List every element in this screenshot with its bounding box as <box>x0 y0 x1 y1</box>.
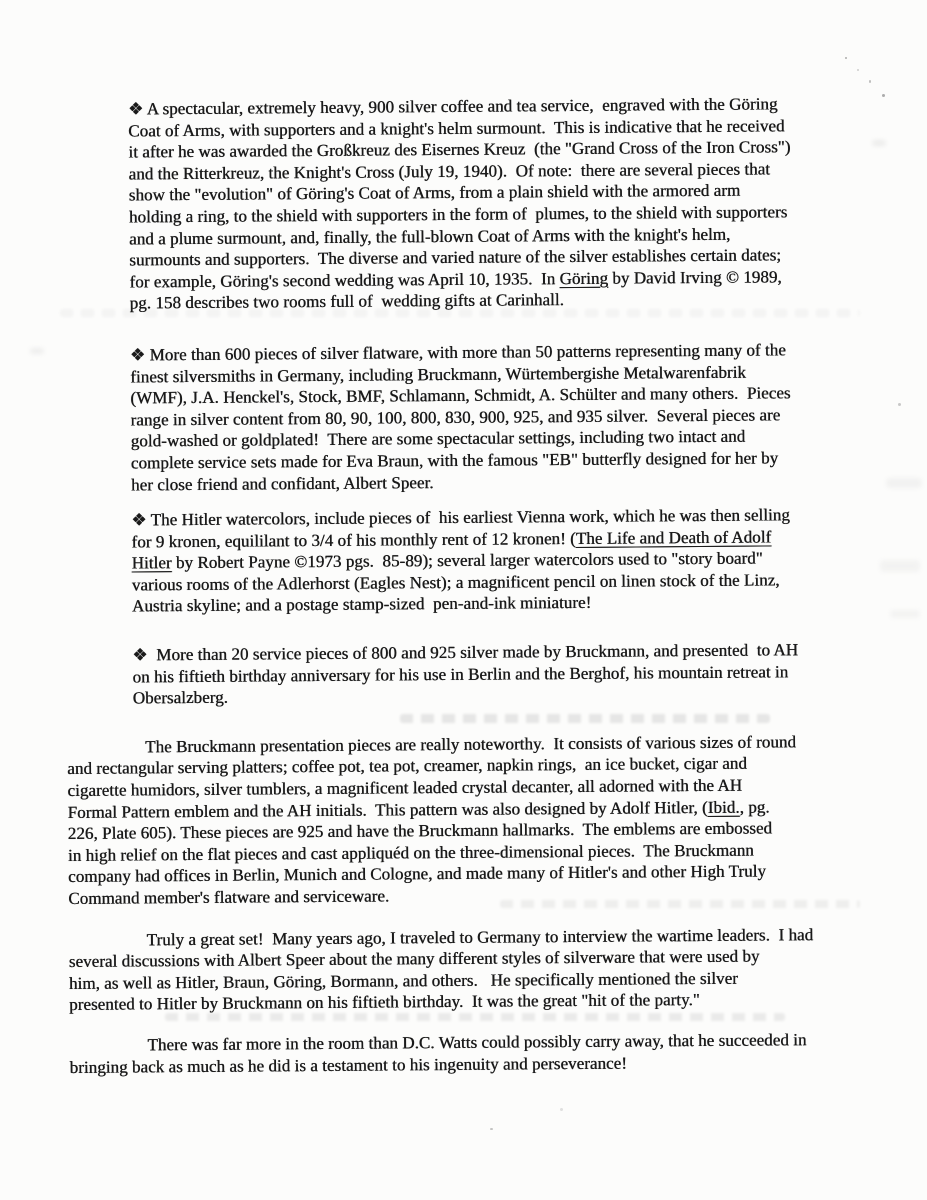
text-segment: ❖ More than 600 pieces of silver flatware, with more than 50 patterns representing many of the <box>129 340 786 365</box>
scan-artifact <box>869 80 871 83</box>
text-segment: Truly a great set! Many years ago, I traveled to Germany to interview the wartime leaders. I had <box>146 924 814 949</box>
scan-artifact <box>857 69 859 71</box>
para-bruckmann-presentation <box>67 730 890 909</box>
scan-artifact <box>845 57 847 59</box>
page-content <box>62 92 920 1078</box>
text-segment: Coat of Arms, with supporters and a knight's helm surmount. This is indicative that he received <box>128 115 785 141</box>
bullet-goering-coffee-tea-service <box>128 93 882 315</box>
text-segment: and rectangular serving platters; coffee pot, tea pot, creamer, napkin rings, an ice bucket, cigar and <box>67 754 747 779</box>
text-segment: and the Ritterkreuz, the Knight's Cross (July 19, 1940). Of note: there are several pieces that <box>128 159 771 184</box>
text-segment: several discussions with Albert Speer about the many different styles of silverware that were used by <box>68 946 760 972</box>
text-segment: ❖ A spectacular, extremely heavy, 900 silver coffee and tea service, engraved with the Göring <box>128 94 778 119</box>
text-segment: Obersalzberg. <box>132 687 228 708</box>
text-segment: it after he was awarded the Großkreuz des Eisernes Kreuz (the "Grand Cross of the Iron Cross") <box>128 137 791 162</box>
underlined-text: Ibid. <box>707 797 740 817</box>
text-line <box>132 590 884 617</box>
text-segment: company had offices in Berlin, Munich and Cologne, and made many of Hitler's and other High Truly <box>68 861 767 887</box>
para-truly-a-great-set <box>69 923 892 1016</box>
bullet-hitler-watercolors <box>131 504 884 618</box>
text-segment: for example, Göring's second wedding was April 10, 1935. In <box>129 268 560 292</box>
text-segment: by David Irving © 1989, <box>607 267 782 288</box>
text-segment: by Robert Payne ©1973 pgs. 85-89); several larger watercolors used to "story board" <box>171 548 763 573</box>
bullet-bruckmann-service-pieces <box>132 639 884 710</box>
text-segment: cigarette humidors, silver tumblers, a magnificent leaded crystal decanter, all adorned with the AH <box>67 775 743 801</box>
text-segment: , pg. <box>739 797 770 817</box>
text-segment: 226, Plate 605). These pieces are 925 and have the Bruckmann hallmarks. The emblems are embossed <box>67 818 773 844</box>
text-segment: The Bruckmann presentation pieces are really noteworthy. It consists of various sizes of round <box>145 732 797 757</box>
text-segment: surmounts and supporters. The diverse and varied nature of the silver establishes certain dates; <box>129 245 782 270</box>
text-segment: ❖ More than 20 service pieces of 800 and 925 silver made by Bruckmann, and presented to AH <box>132 640 799 665</box>
text-segment: There was far more in the room than D.C. Watts could possibly carry away, that he succeeded in <box>147 1030 807 1055</box>
para-dc-watts <box>69 1028 891 1078</box>
text-segment: her close friend and confidant, Albert Speer. <box>130 472 434 494</box>
text-segment: on his fiftieth birthday anniversary for his use in Berlin and the Berghof, his mountain retreat in <box>132 661 789 687</box>
text-segment: ❖ The Hitler watercolors, include pieces of his earliest Vienna work, which he was then selling <box>131 505 790 530</box>
text-segment: Command member's flatware and serviceware. <box>68 886 390 908</box>
text-segment: for 9 kronen, equililant to 3/4 of his monthly rent of 12 kronen! ( <box>131 528 576 552</box>
text-segment: bringing back as much as he did is a testament to his ingenuity and perseverance! <box>69 1053 628 1077</box>
scan-artifact <box>30 348 44 354</box>
underlined-text: The Life and Death of Adolf <box>575 527 772 548</box>
text-segment: various rooms of the Adlerhorst (Eagles Nest); a magnificent pencil on linen stock of the Linz, <box>131 570 780 595</box>
text-line <box>130 287 882 314</box>
bullet-silver-flatware <box>130 339 883 496</box>
scan-artifact <box>490 1128 493 1130</box>
text-segment: presented to Hitler by Bruckmann on his fiftieth birthday. It was the great "hit of the party." <box>69 990 700 1015</box>
text-segment: finest silversmiths in Germany, including Bruckmann, Würtembergishe Metalwarenfabrik <box>130 362 746 387</box>
text-segment: (WMF), J.A. Henckel's, Stock, BMF, Schlamann, Schmidt, A. Schülter and many others. Pieces <box>130 383 791 408</box>
text-segment: range in silver content from 80, 90, 100, 800, 830, 900, 925, and 935 silver. Several pieces are <box>130 405 781 430</box>
scan-artifact <box>560 1108 563 1111</box>
text-segment: holding a ring, to the shield with supporters in the form of plumes, to the shield with supporters <box>128 202 788 227</box>
text-segment: gold-washed or goldplated! There are some spectacular settings, including two intact and <box>130 426 746 451</box>
text-segment: and a plume surmount, and, finally, the full-blown Coat of Arms with the knight's helm, <box>129 224 731 249</box>
text-segment: complete service sets made for Eva Braun, with the famous "EB" butterfly designed for her by <box>130 448 779 473</box>
text-segment: pg. 158 describes two rooms full of wedding gifts at Carinhall. <box>129 290 564 313</box>
text-segment: show the "evolution" of Göring's Coat of Arms, from a plain shield with the armored arm <box>128 181 741 205</box>
text-segment: him, as well as Hitler, Braun, Göring, Bormann, and others. He specifically mentioned the silver <box>68 968 738 993</box>
text-segment: Formal Pattern emblem and the AH initials. This pattern was also designed by Adolf Hitler, ( <box>67 797 708 822</box>
text-segment: in high relief on the flat pieces and cast appliquéd on the three-dimensional pieces. The Bruckmann <box>67 840 754 865</box>
underlined-text: Hitler <box>131 553 172 573</box>
underlined-text: Göring <box>559 268 609 288</box>
text-segment: Austria skyline; and a postage stamp-sized pen-and-ink miniature! <box>131 593 592 616</box>
